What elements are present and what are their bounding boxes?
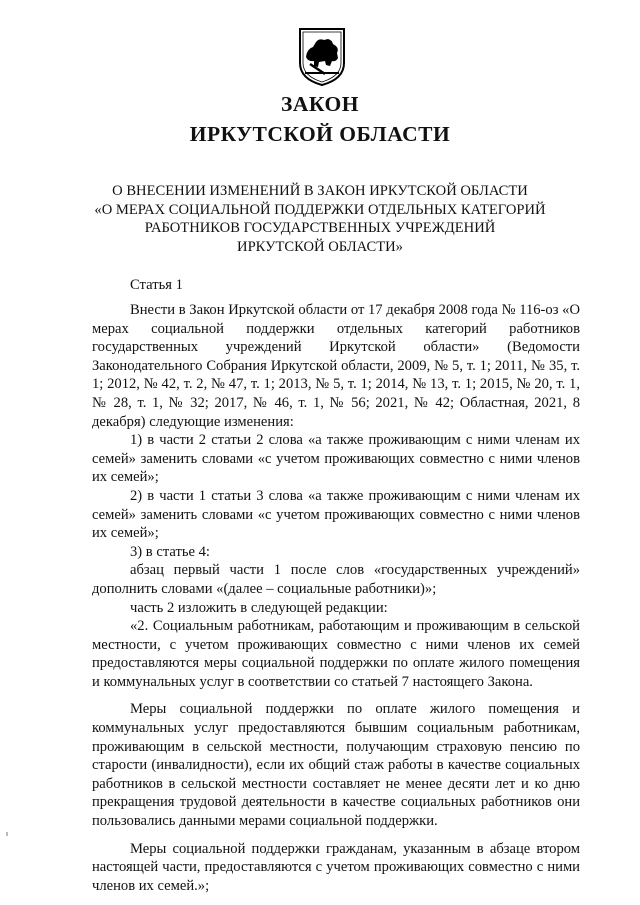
article-body: [92, 301, 580, 895]
law-region-title: ИРКУТСКОЙ ОБЛАСТИ: [189, 122, 451, 146]
article-paragraph: часть 2 изложить в следующей редакции:: [130, 599, 388, 616]
article-paragraph: Внести в Закон Иркутской области от 17 декабря 2008 года № 116-оз «О мерах социальной поддержки отдельных категорий работников государственных учреждений Иркутской области» (Ведомости Законодательного Собрания Иркутской области, 2009, № 5, т. 1; 2011, № 35, т. 1; 2012, № 42, т. 2, № 47, т. 1; 2013, № 5, т. 1; 2014, № 13, т. 1; 2015, № 20, т. 1, № 28, т. 1, № 32; 2017, № 46, т. 1, № 56; 2021, № 42; Областная, 2021, 8 декабря) следующие изменения:: [92, 302, 580, 430]
article-paragraph: абзац первый части 1 после слов «государственных учреждений» дополнить словами «(далее – социальные работники)»;: [92, 562, 580, 597]
subject-line: О ВНЕСЕНИИ ИЗМЕНЕНИЙ В ЗАКОН ИРКУТСКОЙ ОБЛАСТИ: [112, 183, 528, 199]
article-paragraph: Меры социальной поддержки гражданам, указанным в абзаце втором настоящей части, предоставляются с учетом проживающих совместно с ними членов их семей.»;: [92, 840, 580, 894]
article-paragraph: 2) в части 1 статьи 3 слова «а также проживающим с ними членам их семей» заменить словами «с учетом проживающих совместно с ними членов их семей»;: [92, 487, 580, 542]
article-paragraph: 3) в статье 4:: [130, 543, 210, 560]
article-paragraph: «2. Социальным работникам, работающим и проживающим в сельской местности, с учетом проживающих совместно с ними членов их семей предоставляются меры социальной поддержки по оплате жилого помещения и коммунальных услуг в соответствии со статьей 7 настоящего Закона.: [92, 618, 580, 690]
article-heading: Статья 1: [130, 277, 183, 293]
subject-line: РАБОТНИКОВ ГОСУДАРСТВЕННЫХ УЧРЕЖДЕНИЙ: [144, 220, 496, 236]
coat-of-arms-babr-icon: [297, 27, 347, 87]
scan-mark: [6, 832, 8, 836]
law-title: ЗАКОН: [281, 92, 359, 116]
subject-line: «О МЕРАХ СОЦИАЛЬНОЙ ПОДДЕРЖКИ ОТДЕЛЬНЫХ КАТЕГОРИЙ: [94, 201, 546, 218]
article-paragraph: 1) в части 2 статьи 2 слова «а также проживающим с ними членам их семей» заменить словами «с учетом проживающих совместно с ними членов их семей»;: [92, 432, 580, 486]
law-subject: [60, 182, 580, 256]
subject-line: ИРКУТСКОЙ ОБЛАСТИ»: [237, 238, 403, 255]
article-paragraph: Меры социальной поддержки по оплате жилого помещения и коммунальных услуг предоставляются бывшим социальным работникам, проживающим в сельской местности, получающим страховую пенсию по старости (инвалидности), если их общий стаж работы в качестве социальных работников в сельской местности составляет не менее десяти лет и ко дню прекращения трудовой деятельности в качестве социальных работников они пользовались данными мерами социальной поддержки.: [92, 701, 580, 830]
